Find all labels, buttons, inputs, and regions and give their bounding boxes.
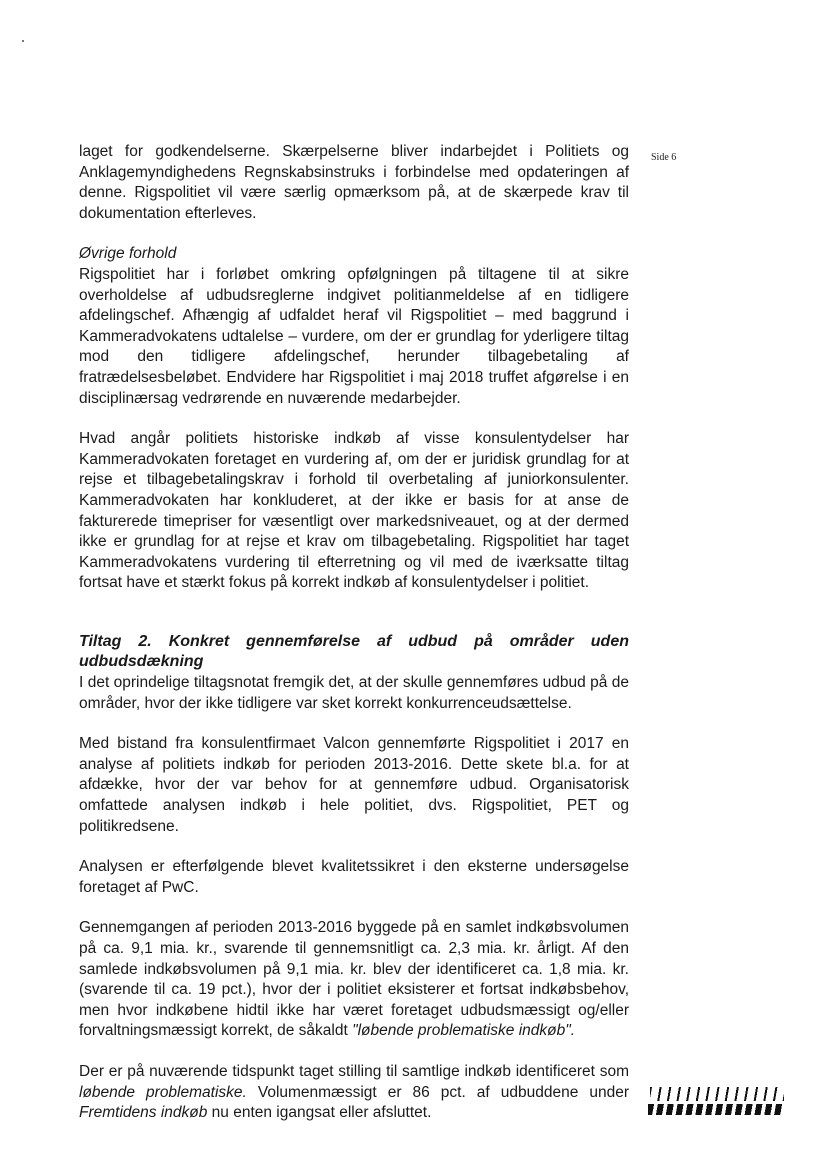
tiltag2-paragraph-4 [79, 918, 629, 1042]
scan-speck [22, 40, 24, 42]
other-paragraph-1: Rigspolitiet har i forløbet omkring opfølgningen på tiltagene til at sikre overholdelse af udbudsreglerne indgivet politianmeldelse af en tidligere afdelingschef. Afhængig af udfaldet heraf vil Rigspolitiet – med baggrund i Kammeradvokatens udtalelse – vurdere, om der er grundlag for yderligere tiltag mod den tidligere afdelingschef, herunder tilbagebetaling af fratrædelsesbeløbet. Endvidere har Rigspolitiet i maj 2018 truffet afgørelse i en disciplinærsag vedrørende en nuværende medarbejder. [79, 265, 629, 407]
paragraph-5-text-a: Der er på nuværende tidspunkt taget stilling til samtlige indkøb identificeret som [79, 1062, 629, 1080]
paragraph-5-text-c: nu enten igangsat eller afsluttet. [207, 1104, 432, 1122]
intro-paragraph: laget for godkendelserne. Skærpelserne bliver indarbejdet i Politiets og Anklagemyndighedens Regnskabsinstruks i forbindelse med opdateringen af denne. Rigspolitiet vil være særlig opmærksom på, at de skærpede krav til dokumentation efterleves. [79, 143, 629, 222]
paragraph-4-italic: "løbende problematiske indkøb". [352, 1022, 576, 1040]
tiltag2-paragraph-2: Med bistand fra konsulentfirmaet Valcon gennemførte Rigspolitiet i 2017 en analyse af politiets indkøb for perioden 2013-2016. Dette skete bl.a. for at afdække, hvor der var behov for at gennemføre udbud. Organisatorisk omfattede analysen indkøb i hele politiet, dvs. Rigspolitiet, PET og politikredsene. [79, 735, 629, 835]
paragraph-5-text-b: Volumenmæssigt er 86 pct. af udbuddene under [246, 1083, 629, 1101]
tiltag2-paragraph-3: Analysen er efterfølgende blevet kvalitetssikret i den eksterne undersøgelse foretaget af PwC. [79, 858, 629, 896]
tiltag2-paragraph-1: I det oprindelige tiltagsnotat fremgik det, at der skulle gennemføres udbud på de områder, hvor der ikke tidligere var sket korrekt konkurrenceudsættelse. [79, 674, 629, 712]
scan-barcode-top [650, 1087, 784, 1101]
tiltag2-paragraph-5 [79, 1062, 629, 1124]
paragraph-4-text: Gennemgangen af perioden 2013-2016 byggede på en samlet indkøbsvolumen på ca. 9,1 mia. kr., svarende til gennemsnitligt ca. 2,3 mia. kr. årligt. Af den samlede indkøbsvolumen på 9,1 mia. kr. blev der identificeret ca. 1,8 mia. kr. (svarende til ca. 19 pct.), hvor der i politiet eksisterer et fortsat indkøbsbehov, men hvor indkøbene hidtil ikke har været foretaget udbudsmæssigt og/eller forvaltningsmæssigt korrekt, de såkaldt [79, 919, 629, 1040]
paragraph-5-italic-1: løbende problematiske. [79, 1083, 247, 1101]
page-label: Side 6 [651, 152, 677, 163]
section-heading-tiltag2: Tiltag 2. Konkret gennemførelse af udbud på områder uden udbudsdækning [79, 632, 629, 671]
other-paragraph-2: Hvad angår politiets historiske indkøb af visse konsulentydelser har Kammeradvokaten foretaget en vurdering af, om der er juridisk grundlag for at rejse et tilbagebetalingskrav i forhold til overbetaling af juniorkonsulenter. Kammeradvokaten har konkluderet, at der ikke er basis for at anse de fakturerede timepriser for væsentligt over markedsniveauet, og at der dermed ikke er grundlag for at rejse et krav om tilbagebetaling. Rigspolitiet har taget Kammeradvokatens vurdering til efterretning og vil med de iværksatte tiltag fortsat have et stærkt fokus på korrekt indkøb af konsulentydelser i politiet. [79, 430, 629, 592]
document-body [79, 142, 629, 1124]
section-heading-other: Øvrige forhold [79, 245, 177, 263]
scan-barcode-bottom [648, 1104, 784, 1115]
paragraph-5-italic-2: Fremtidens indkøb [79, 1104, 208, 1122]
